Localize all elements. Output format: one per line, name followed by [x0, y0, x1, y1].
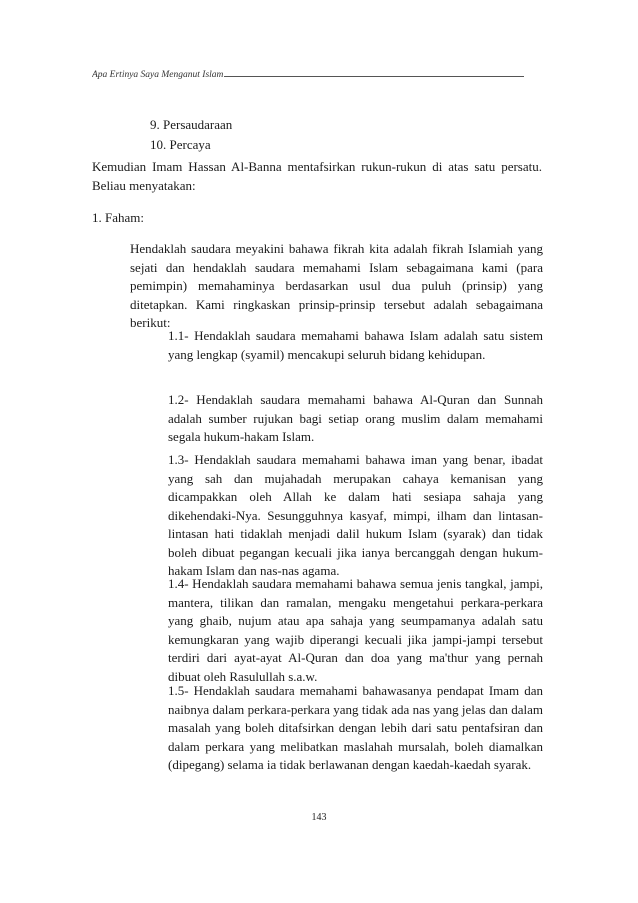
- running-header: [92, 70, 542, 80]
- header-rule: [224, 76, 524, 77]
- page-number: 143: [311, 812, 327, 823]
- list-continuation: [150, 115, 232, 155]
- principle-1-1: 1.1- Hendaklah saudara memahami bahawa Islam adalah satu sistem yang lengkap (syamil) mencakupi seluruh bidang kehidupan.: [168, 328, 543, 362]
- main-paragraph: Hendaklah saudara meyakini bahawa fikrah kita adalah fikrah Islamiah yang sejati dan hendaklah saudara memahami Islam sebagaimana kami (para pemimpin) memahaminya berdasarkan usul dua puluh (prinsip) yang ditetapkan. Kami ringkaskan prinsip-prinsip tersebut adalah sebagaimana berikut:: [130, 241, 543, 330]
- principle-1-2: 1.2- Hendaklah saudara memahami bahawa Al-Quran dan Sunnah adalah sumber rujukan bagi setiap orang muslim dalam memahami segala hukum-hakam Islam.: [168, 392, 543, 444]
- list-item: 9. Persaudaraan: [150, 117, 233, 132]
- running-header-title: Apa Ertinya Saya Menganut Islam: [92, 70, 224, 80]
- principle-1-4: 1.4- Hendaklah saudara memahami bahawa semua jenis tangkal, jampi, mantera, tilikan dan ramalan, mengaku mengetahui perkara-perkara yang ghaib, nujum atau apa sahaja yang seumpamanya adalah satu kemungkaran yang wajib diperangi kecuali jika jampi-jampi tersebut terdiri dari ayat-ayat Al-Quran dan doa yang ma'thur yang pernah dibuat oleh Rasulullah s.a.w.: [168, 576, 543, 684]
- list-item: 10. Percaya: [150, 137, 211, 152]
- intro-paragraph: Kemudian Imam Hassan Al-Banna mentafsirkan rukun-rukun di atas satu persatu. Beliau menyatakan:: [92, 159, 542, 193]
- principle-1-3: 1.3- Hendaklah saudara memahami bahawa iman yang benar, ibadat yang sah dan mujahadah merupakan cahaya kemanisan yang dicampakkan oleh Allah ke dalam hati sesiapa sahaja yang dikehendaki-Nya. Sesungguhnya kasyaf, mimpi, ilham dan lintasan-lintasan hati tidaklah menjadi dalil hukum Islam (syarak) dan tidak boleh dibuat pegangan kecuali jika ianya bercanggah dengan hukum-hakam Islam dan nas-nas agama.: [168, 452, 543, 578]
- section-heading: 1. Faham:: [92, 210, 144, 225]
- principle-1-5: 1.5- Hendaklah saudara memahami bahawasanya pendapat Imam dan naibnya dalam perkara-perkara yang tidak ada nas yang jelas dan dalam masalah yang boleh ditafsirkan dengan lebih dari satu pentafsiran dan dalam perkara yang melibatkan maslahah mursalah, boleh diamalkan (dipegang) selama ia tidak berlawanan dengan kaedah-kaedah syarak.: [168, 683, 543, 772]
